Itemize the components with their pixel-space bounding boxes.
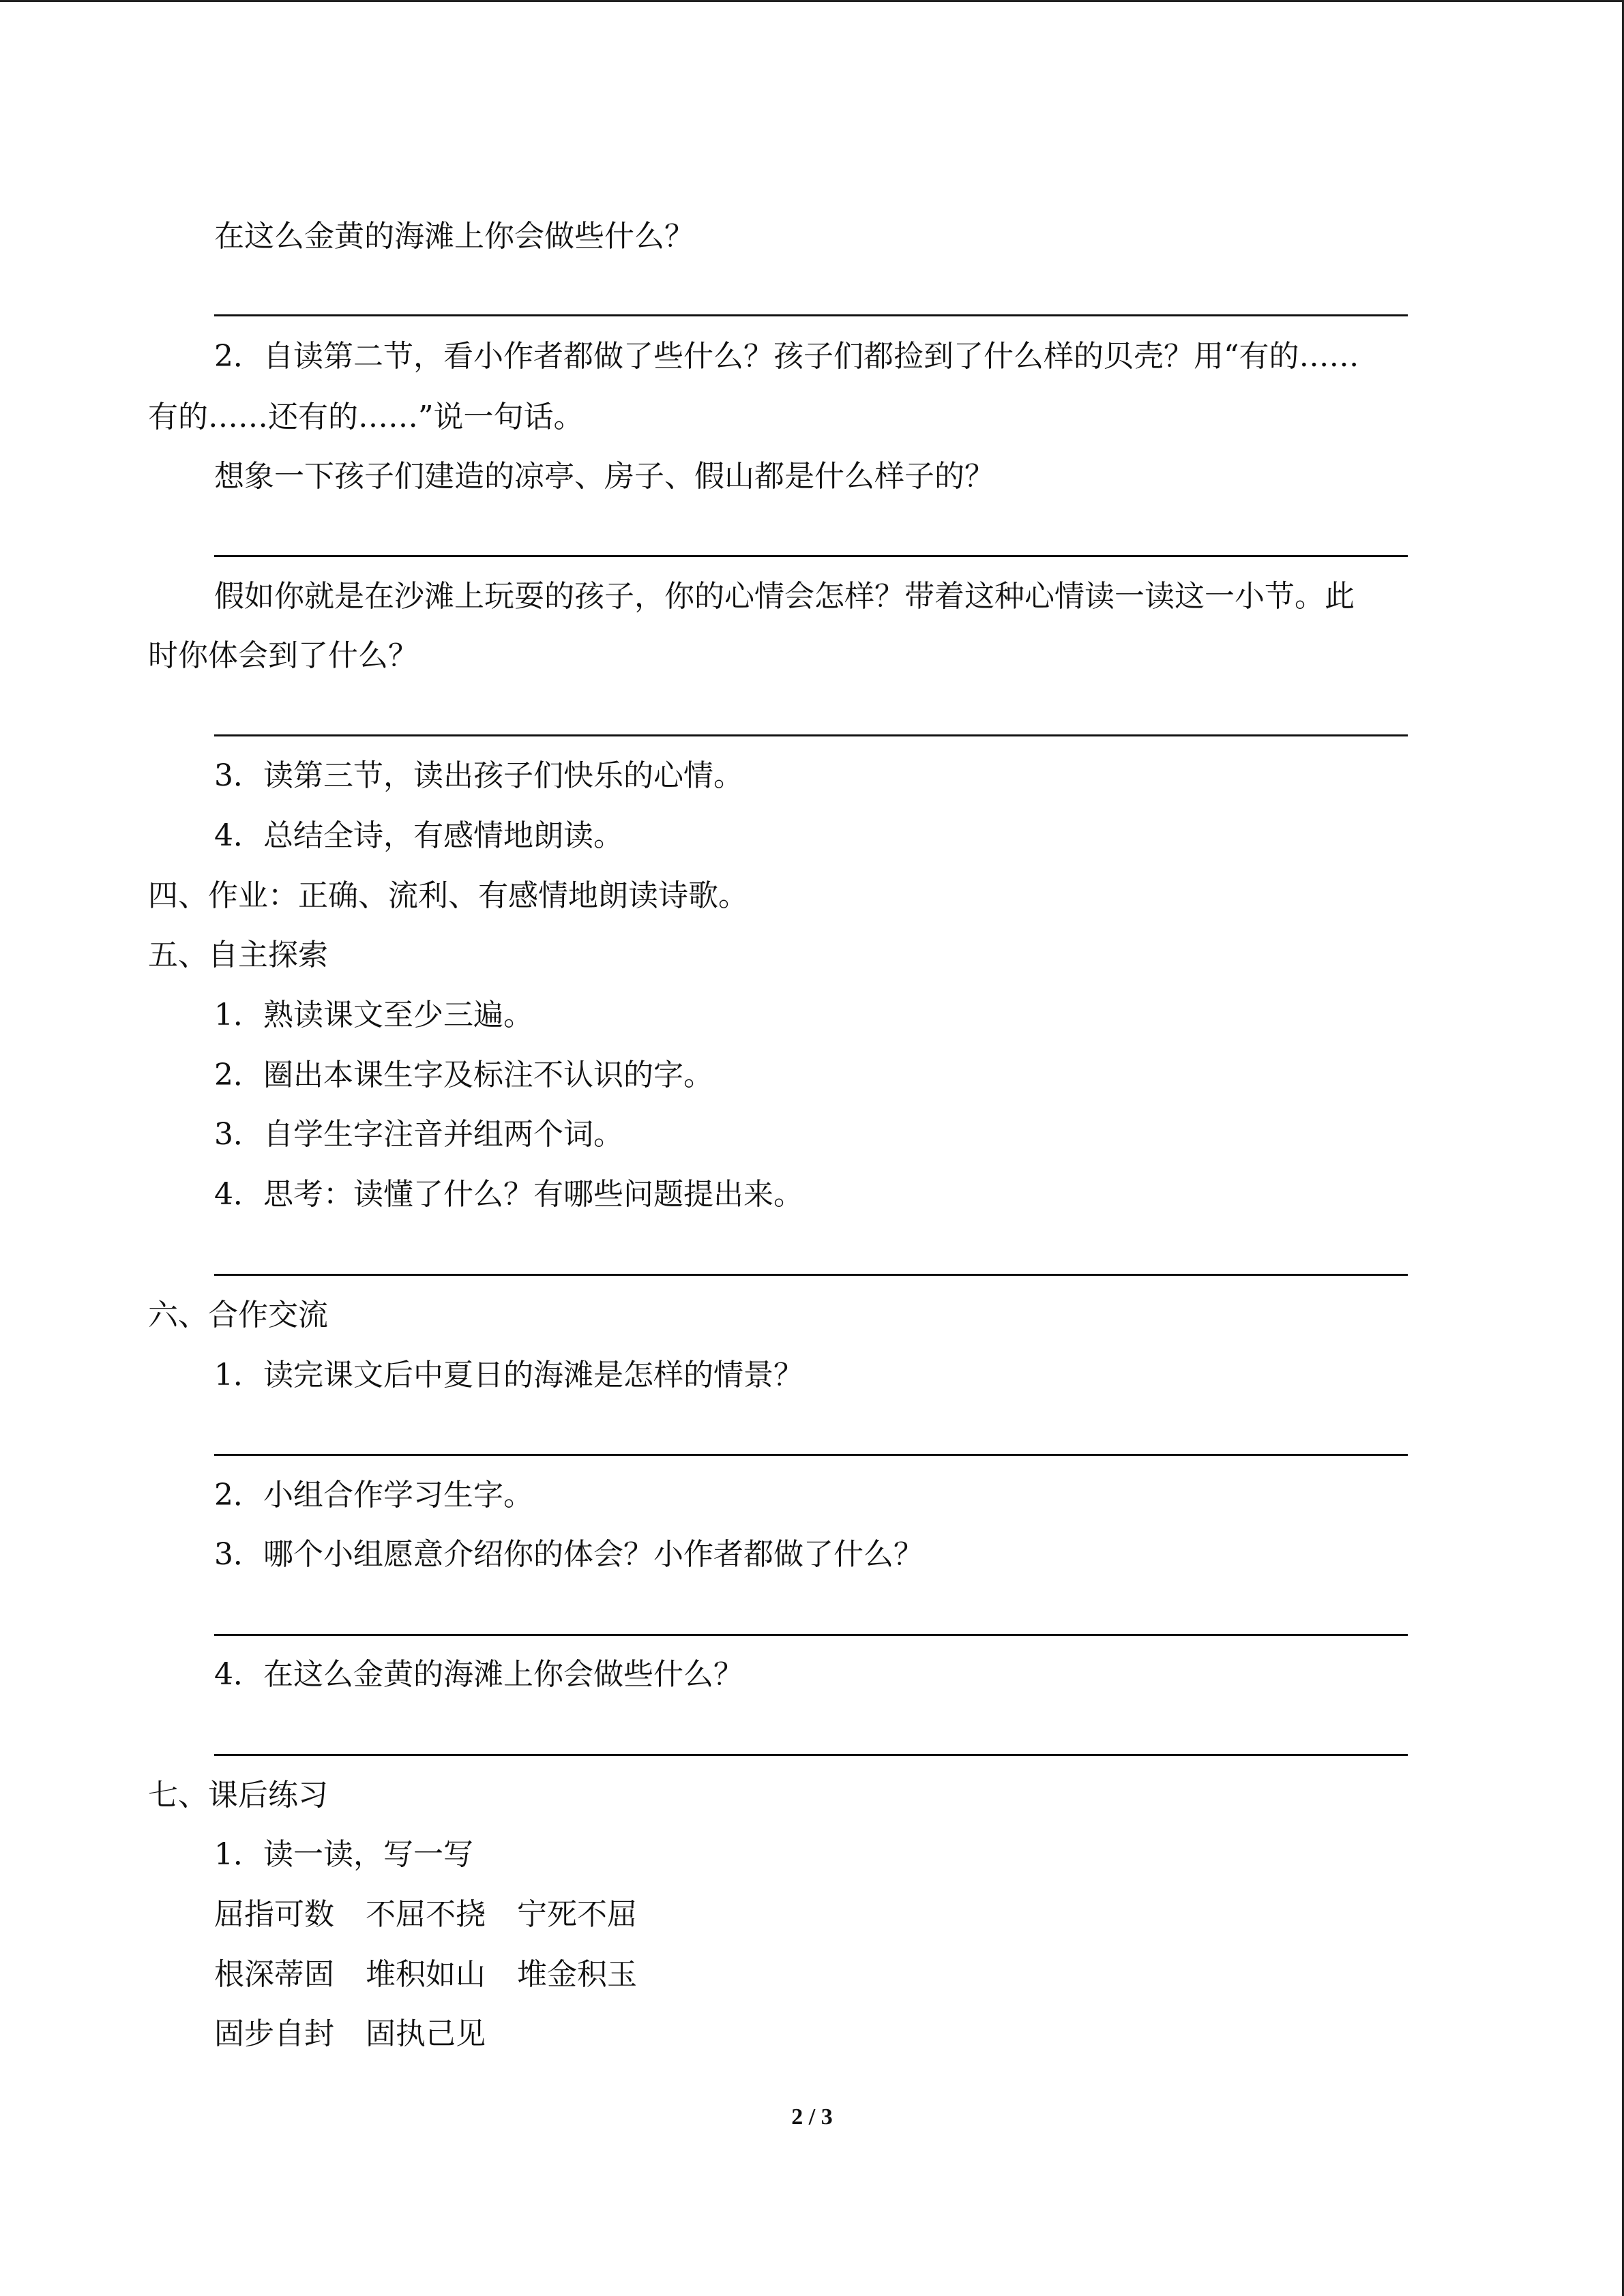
- answer-line[interactable]: [214, 1634, 1408, 1636]
- list-item: 1．读完课文后中夏日的海滩是怎样的情景？: [214, 1358, 803, 1392]
- answer-line[interactable]: [214, 1274, 1408, 1276]
- section-explore-title: 五、自主探索: [148, 938, 328, 972]
- answer-line[interactable]: [214, 1454, 1408, 1456]
- list-item: 2．小组合作学习生字。: [214, 1478, 533, 1512]
- paragraph-suppose: 假如你就是在沙滩上玩耍的孩子，你的心情会怎样？带着这种心情读一读这一小节。此: [214, 579, 1355, 614]
- word: 宁死不屈: [517, 1897, 637, 1932]
- answer-line[interactable]: [214, 734, 1408, 736]
- paragraph-suppose-cont: 时你体会到了什么？: [148, 638, 418, 673]
- list-item: 2．圈出本课生字及标注不认识的字。: [214, 1058, 713, 1092]
- answer-line[interactable]: [214, 314, 1408, 316]
- word-row: [214, 1894, 668, 1935]
- word: 根深蒂固: [214, 1957, 334, 1992]
- paragraph-question: 在这么金黄的海滩上你会做些什么？: [214, 219, 694, 254]
- paragraph-step2: 2．自读第二节，看小作者都做了些什么？孩子们都捡到了什么样的贝壳？用“有的……: [214, 339, 1359, 374]
- list-item: 3．哪个小组愿意介绍你的体会？小作者都做了什么？: [214, 1537, 924, 1572]
- paragraph-step2-cont: 有的……还有的……”说一句话。: [148, 400, 584, 434]
- list-item: 4．在这么金黄的海滩上你会做些什么？: [214, 1657, 743, 1692]
- word-row: [214, 1954, 668, 1995]
- word: 屈指可数: [214, 1897, 334, 1932]
- paragraph-step3: 3．读第三节，读出孩子们快乐的心情。: [214, 758, 743, 793]
- section-homework-title: 四、作业：正确、流利、有感情地朗读诗歌。: [148, 878, 748, 913]
- section-exercise-title: 七、课后练习: [148, 1778, 328, 1813]
- answer-line[interactable]: [214, 555, 1408, 557]
- word: 固步自封: [214, 2016, 334, 2051]
- list-item: 1．读一读，写一写: [214, 1837, 473, 1872]
- page-border-top: [0, 0, 1624, 2]
- section-cooperate-title: 六、合作交流: [148, 1298, 328, 1332]
- list-item: 4．思考：读懂了什么？有哪些问题提出来。: [214, 1177, 803, 1212]
- list-item: 3．自学生字注音并组两个词。: [214, 1117, 623, 1152]
- page-number: 2 / 3: [791, 2104, 833, 2130]
- word: 不屈不挠: [366, 1897, 486, 1932]
- word-row: [214, 2014, 517, 2055]
- answer-line[interactable]: [214, 1754, 1408, 1756]
- word: 固执己见: [366, 2016, 486, 2051]
- list-item: 1．熟读课文至少三遍。: [214, 998, 533, 1032]
- word: 堆积如山: [366, 1957, 486, 1992]
- paragraph-imagine: 想象一下孩子们建造的凉亭、房子、假山都是什么样子的？: [214, 459, 994, 494]
- paragraph-step4: 4．总结全诗，有感情地朗读。: [214, 818, 623, 853]
- word: 堆金积玉: [517, 1957, 637, 1992]
